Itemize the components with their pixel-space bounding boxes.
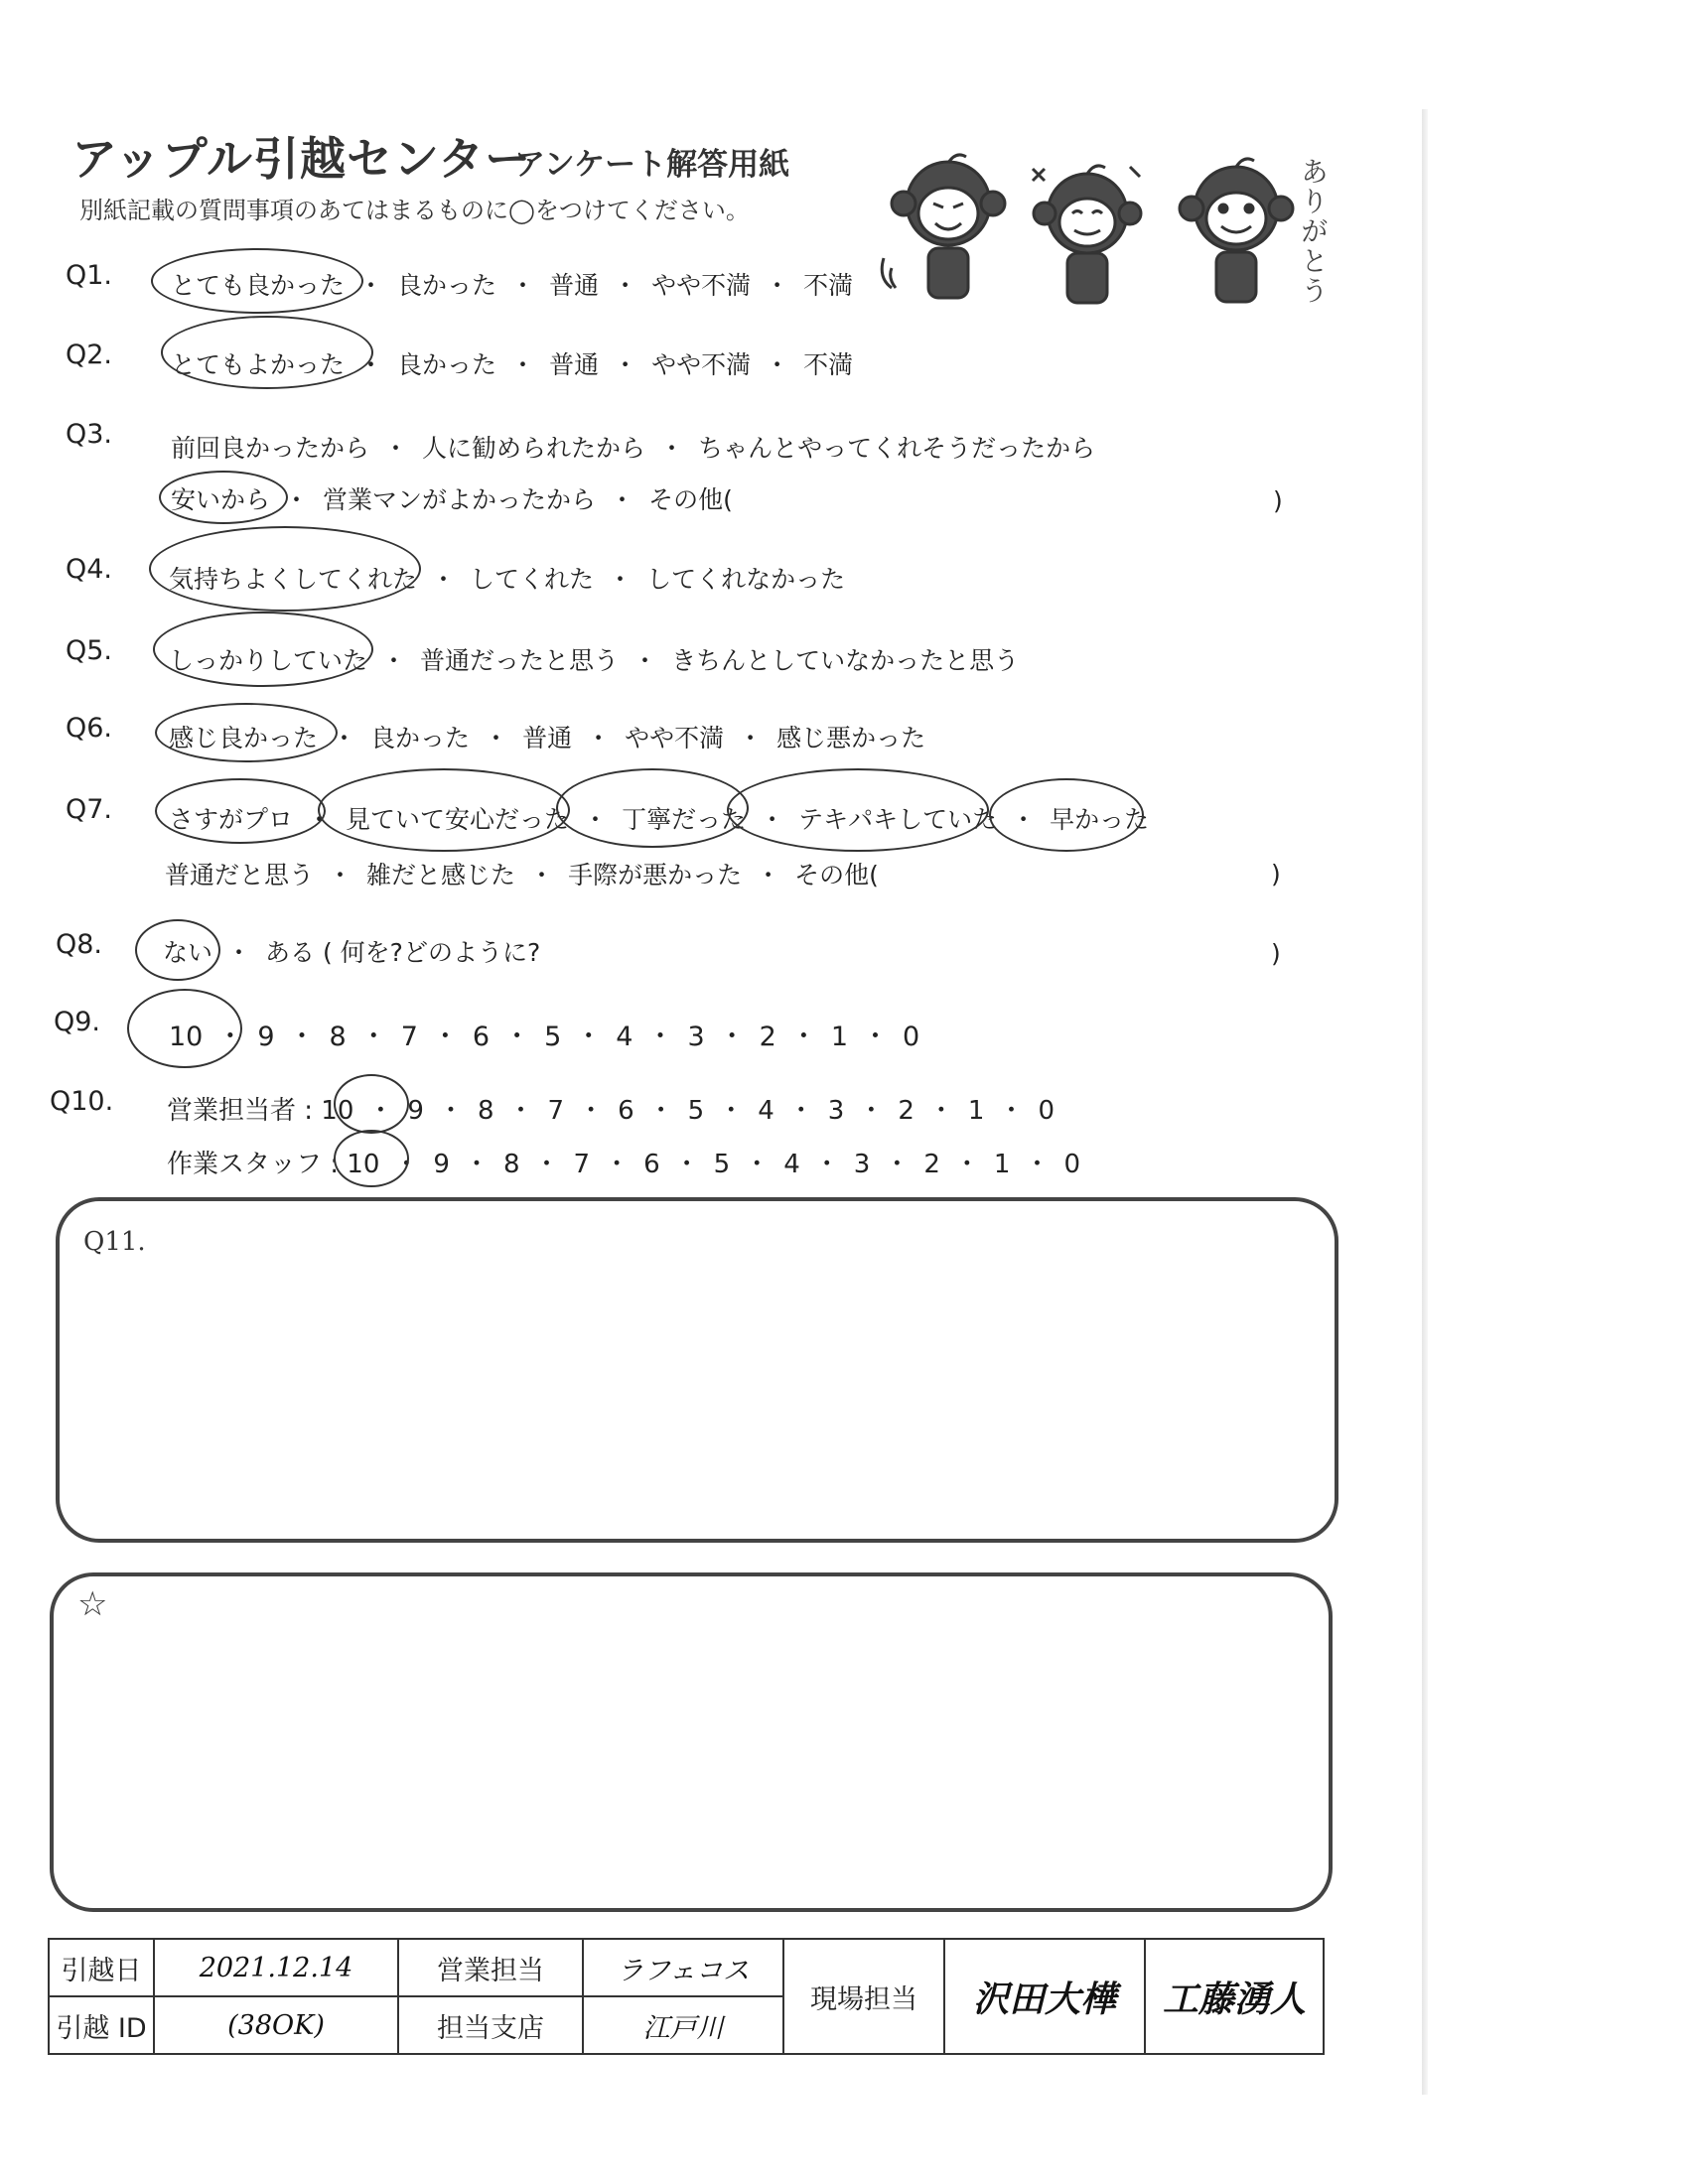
q5-option[interactable]: しっかりしていた xyxy=(169,646,368,675)
star-icon: ☆ xyxy=(77,1584,108,1624)
q10-staff-option[interactable]: 5 xyxy=(713,1150,731,1179)
q3-option[interactable]: 安いから xyxy=(171,485,271,514)
q5-answer-circle xyxy=(153,612,373,687)
q5-label: Q5. xyxy=(66,635,113,666)
q6-option[interactable]: 感じ良かった xyxy=(169,724,319,752)
q3-option[interactable]: 営業マンがよかったから xyxy=(323,485,597,514)
q3-answer-circle xyxy=(159,471,288,524)
q9-option[interactable]: 10 xyxy=(169,1022,204,1052)
q10-staff-option[interactable]: 1 xyxy=(993,1150,1011,1179)
q9-option[interactable]: 5 xyxy=(544,1022,562,1052)
monkey-icon xyxy=(1033,166,1141,303)
q2-label: Q2. xyxy=(66,340,113,370)
q10-label: Q10. xyxy=(50,1086,114,1117)
q9-label: Q9. xyxy=(54,1007,101,1037)
q5-options: しっかりしていた ・ 普通だったと思う ・ きちんとしていなかったと思う xyxy=(169,646,1020,675)
q7-answer-circle xyxy=(727,768,989,852)
q4-option[interactable]: 気持ちよくしてくれた xyxy=(169,565,418,594)
q9-option[interactable]: 4 xyxy=(616,1022,633,1052)
q2-option[interactable]: 不満 xyxy=(803,350,854,379)
monkey-mascots-icon xyxy=(874,149,1331,318)
q1-option[interactable]: 不満 xyxy=(803,271,854,300)
q9-option[interactable]: 0 xyxy=(903,1022,920,1052)
q6-options: 感じ良かった ・ 良かった ・ 普通 ・ やや不満 ・ 感じ悪かった xyxy=(169,724,926,752)
q3-options-line2: 安いから ・ 営業マンがよかったから ・ その他( xyxy=(171,485,733,514)
q6-label: Q6. xyxy=(66,713,113,744)
q7-option[interactable]: 普通だと思う xyxy=(165,861,315,889)
q1-option[interactable]: 良かった xyxy=(397,271,497,300)
form-subtitle: アンケート解答用紙 xyxy=(514,147,790,183)
q7-option[interactable]: その他( xyxy=(794,861,879,889)
q3-options-line1: 前回良かったから ・ 人に勧められたから ・ ちゃんとやってくれそうだったから xyxy=(171,434,1096,463)
q7-answer-circle xyxy=(155,778,326,844)
q5-option[interactable]: きちんとしていなかったと思う xyxy=(671,646,1020,675)
q3-option[interactable]: 前回良かったから xyxy=(171,434,370,463)
q2-option[interactable]: やや不満 xyxy=(651,350,752,379)
q7-answer-circle xyxy=(989,778,1144,852)
q10-sales-answer-circle xyxy=(334,1074,409,1134)
q9-option[interactable]: 2 xyxy=(759,1022,776,1052)
q3-label: Q3. xyxy=(66,419,113,450)
q10-sales-option[interactable]: 7 xyxy=(547,1096,565,1126)
move-date-value: 2021.12.14 xyxy=(154,1939,398,1996)
q10-staff-option[interactable]: 10 xyxy=(347,1150,380,1179)
q5-option[interactable]: 普通だったと思う xyxy=(420,646,620,675)
q10-sales-option[interactable]: 5 xyxy=(687,1096,705,1126)
sales-rep-value: ラフェコス xyxy=(583,1939,783,1996)
q6-option[interactable]: やや不満 xyxy=(625,724,725,752)
q10-staff-option[interactable]: 7 xyxy=(573,1150,591,1179)
instruction-text: 別紙記載の質問事項のあてはまるものに◯をつけてください。 xyxy=(79,197,750,224)
q10-staff-option[interactable]: 8 xyxy=(502,1150,520,1179)
q9-option[interactable]: 9 xyxy=(257,1022,275,1052)
monkey-icon xyxy=(1180,159,1293,302)
site-staff-label: 現場担当 xyxy=(783,1939,944,2054)
q7-label: Q7. xyxy=(66,794,113,825)
q8-options: ない ・ ある ( 何を?どのように? xyxy=(163,938,541,967)
site-staff-2: 工藤湧人 xyxy=(1145,1939,1324,2054)
q11-label: Q11. xyxy=(83,1227,146,1257)
q10-sales-option[interactable]: 4 xyxy=(758,1096,774,1126)
q7-option[interactable]: さすがプロ xyxy=(169,805,294,834)
q6-answer-circle xyxy=(155,703,338,762)
q7-options-line1: さすがプロ ・ 見ていて安心だった ・ 丁寧だった ・ テキパキしていた ・ 早かった xyxy=(169,805,1150,834)
q10-sales-option[interactable]: 6 xyxy=(618,1096,634,1126)
site-staff-1: 沢田大樺 xyxy=(944,1939,1145,2054)
q9-answer-circle xyxy=(127,989,242,1068)
q9-option[interactable]: 6 xyxy=(472,1022,491,1052)
q7-option[interactable]: 早かった xyxy=(1050,805,1150,834)
q10-sales-option[interactable]: 8 xyxy=(477,1096,494,1126)
q7-option[interactable]: 丁寧だった xyxy=(622,805,747,834)
q11-comment-box[interactable] xyxy=(56,1197,1338,1543)
q10-staff-label: 作業スタッフ : xyxy=(167,1150,340,1179)
q3-option[interactable]: その他( xyxy=(648,485,733,514)
q10-sales-option[interactable]: 9 xyxy=(407,1096,424,1126)
q3-option[interactable]: ちゃんとやってくれそうだったから xyxy=(698,434,1096,463)
move-date-label: 引越日 xyxy=(49,1939,154,1996)
q1-option[interactable]: やや不満 xyxy=(651,271,752,300)
q4-answer-circle xyxy=(149,526,421,612)
q9-option[interactable]: 7 xyxy=(400,1022,418,1052)
q10-staff-option[interactable]: 6 xyxy=(643,1150,660,1179)
q2-answer-circle xyxy=(161,316,373,389)
move-id-value: (38OK) xyxy=(154,1996,398,2054)
q1-option[interactable]: 普通 xyxy=(549,271,600,300)
q6-option[interactable]: 普通 xyxy=(522,724,573,752)
q10-sales-option[interactable]: 3 xyxy=(827,1096,845,1126)
q10-sales-option[interactable]: 10 xyxy=(321,1096,354,1126)
q7-option[interactable]: 雑だと感じた xyxy=(366,861,516,889)
q2-option[interactable]: とてもよかった xyxy=(171,350,346,379)
q9-scale: 10 ・ 9 ・ 8 ・ 7 ・ 6 ・ 5 ・ 4 ・ 3 ・ 2 ・ 1 ・ 0 xyxy=(169,1022,920,1052)
q7-options-line2: 普通だと思う ・ 雑だと感じた ・ 手際が悪かった ・ その他( xyxy=(165,861,879,889)
q3-close-paren: ) xyxy=(1273,486,1283,515)
q2-option[interactable]: 普通 xyxy=(549,350,600,379)
sales-rep-label: 営業担当 xyxy=(398,1939,583,1996)
q8-option[interactable]: ない xyxy=(163,938,213,967)
q9-option[interactable]: 1 xyxy=(830,1022,849,1052)
q8-answer-circle xyxy=(135,919,220,981)
branch-label: 担当支店 xyxy=(398,1996,583,2054)
q2-options: とてもよかった ・ 良かった ・ 普通 ・ やや不満 ・ 不満 xyxy=(171,350,854,379)
q10-sales-option[interactable]: 2 xyxy=(898,1096,914,1126)
q3-option[interactable]: 人に勧められたから xyxy=(422,434,646,463)
q7-close-paren: ) xyxy=(1271,860,1281,888)
q1-options: とても良かった ・ 良かった ・ 普通 ・ やや不満 ・ 不満 xyxy=(171,271,854,300)
q6-option[interactable]: 感じ悪かった xyxy=(776,724,926,752)
move-id-label: 引越 ID xyxy=(49,1996,154,2054)
q6-option[interactable]: 良かった xyxy=(370,724,471,752)
q7-option[interactable]: テキパキしていた xyxy=(798,805,998,834)
q1-option[interactable]: とても良かった xyxy=(171,271,346,300)
q8-label: Q8. xyxy=(56,929,103,960)
q8-option[interactable]: ある ( 何を?どのように? xyxy=(265,938,541,967)
q4-options: 気持ちよくしてくれた ・ してくれた ・ してくれなかった xyxy=(169,565,846,594)
branch-value: 江戸川 xyxy=(583,1996,783,2054)
q9-option[interactable]: 8 xyxy=(329,1022,347,1052)
q10-staff-option[interactable]: 0 xyxy=(1063,1150,1081,1179)
q8-close-paren: ) xyxy=(1271,939,1281,968)
q10-staff-option[interactable]: 3 xyxy=(853,1150,871,1179)
q2-option[interactable]: 良かった xyxy=(397,350,497,379)
company-title: アップル引越センター xyxy=(71,132,532,186)
q7-option[interactable]: 手際が悪かった xyxy=(568,861,743,889)
q4-label: Q4. xyxy=(66,554,113,585)
q10-sales-option[interactable]: 0 xyxy=(1038,1096,1055,1126)
q10-staff-row: 作業スタッフ : 10 ・ 9 ・ 8 ・ 7 ・ 6 ・ 5 ・ 4 ・ 3 ・ 2 ・ 1 ・ 0 xyxy=(167,1150,1081,1179)
scan-page-edge xyxy=(1422,109,1428,2095)
monkey-icon xyxy=(882,155,1005,298)
q10-sales-label: 営業担当者 : xyxy=(167,1096,314,1126)
star-comment-box[interactable] xyxy=(50,1572,1333,1912)
q10-staff-answer-circle xyxy=(334,1130,409,1187)
q10-sales-option[interactable]: 1 xyxy=(967,1096,985,1126)
q10-staff-option[interactable]: 2 xyxy=(923,1150,940,1179)
q10-staff-option[interactable]: 4 xyxy=(783,1150,800,1179)
q1-answer-circle xyxy=(151,248,363,314)
q4-option[interactable]: してくれた xyxy=(470,565,595,594)
q10-staff-option[interactable]: 9 xyxy=(433,1150,450,1179)
q9-option[interactable]: 3 xyxy=(687,1022,705,1052)
q10-sales-row: 営業担当者 : 10 ・ 9 ・ 8 ・ 7 ・ 6 ・ 5 ・ 4 ・ 3 ・ 2 ・ 1 ・ 0 xyxy=(167,1096,1055,1126)
q7-answer-circle xyxy=(318,768,570,852)
thanks-text: ありがとう xyxy=(1297,157,1330,306)
q1-label: Q1. xyxy=(66,260,113,291)
move-info-table xyxy=(48,1938,1325,2055)
q7-option[interactable]: 見ていて安心だった xyxy=(346,805,570,834)
q4-option[interactable]: してくれなかった xyxy=(646,565,846,594)
q7-answer-circle xyxy=(556,768,749,848)
